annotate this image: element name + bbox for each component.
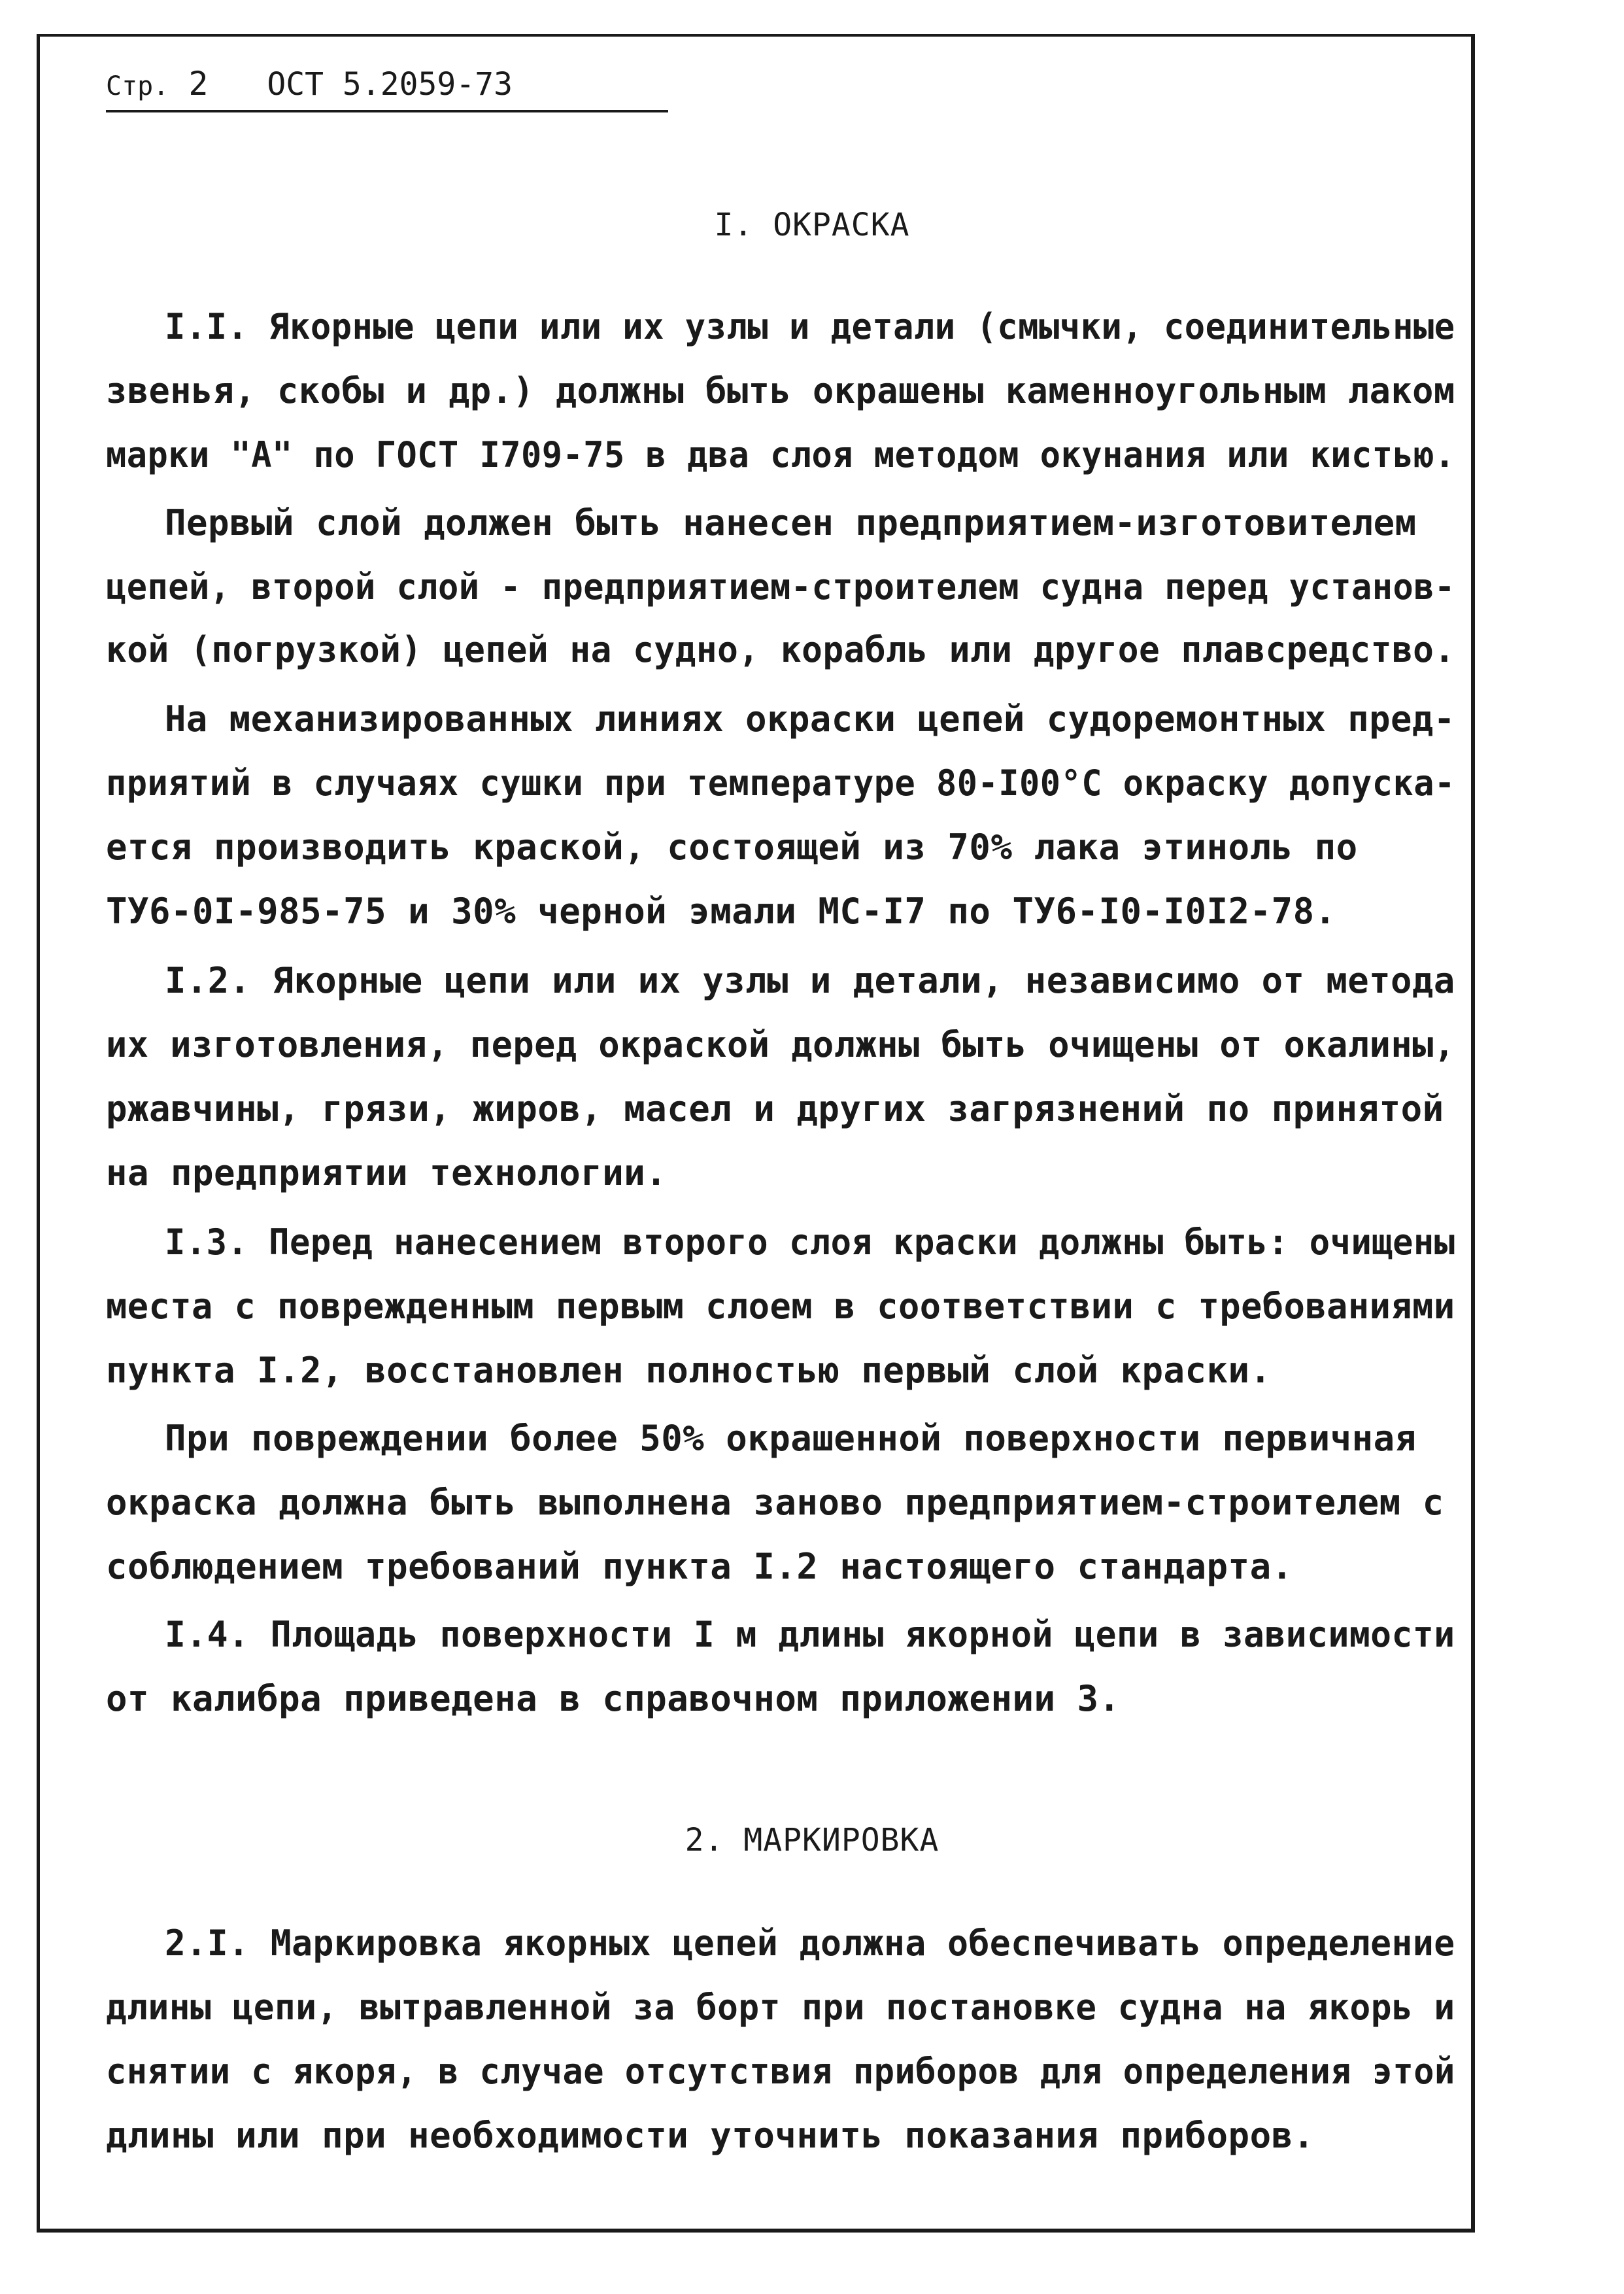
text-line: соблюдением требований пункта I.2 настоящего стандарта. (106, 1546, 1293, 1587)
text-line: ется производить краской, состоящей из 70% лака этиноль по (106, 827, 1358, 868)
text-line: При повреждении более 50% окрашенной поверхности первичная (165, 1418, 1417, 1459)
text-line: I.3. Перед нанесением второго слоя краски должны быть: очищены (165, 1222, 1455, 1263)
text-line: их изготовления, перед окраской должны быть очищены от окалины, (106, 1024, 1455, 1065)
page-label: Стр. (106, 71, 169, 101)
text-line: пункта I.2, восстановлен полностью первый слой краски. (106, 1350, 1272, 1391)
text-line: звенья, скобы и др.) должны быть окрашены каменноугольным лаком (106, 370, 1455, 411)
text-line: На механизированных линиях окраски цепей судоремонтных пред- (165, 698, 1455, 740)
text-line: от калибра приведена в справочном приложении 3. (106, 1678, 1121, 1719)
text-line: снятии с якоря, в случае отсутствия приборов для определения этой (106, 2051, 1455, 2092)
text-line: длины цепи, вытравленной за борт при постановке судна на якорь и (106, 1987, 1455, 2028)
standard-code: ОСТ 5.2059-73 (267, 66, 513, 103)
text-line: приятий в случаях сушки при температуре 80-I00°С окраску допуска- (106, 762, 1455, 804)
text-line: окраска должна быть выполнена заново предприятием-строителем с (106, 1482, 1444, 1523)
text-line: Первый слой должен быть нанесен предприятием-изготовителем (165, 502, 1417, 543)
text-line: ржавчины, грязи, жиров, масел и других загрязнений по принятой (106, 1088, 1444, 1129)
text-line: места с поврежденным первым слоем в соответствии с требованиями (106, 1286, 1455, 1327)
text-line: ТУ6-0I-985-75 и 30% черной эмали МС-I7 по ТУ6-I0-I0I2-78. (106, 891, 1336, 932)
text-line: марки "А" по ГОСТ I709-75 в два слоя методом окунания или кистью. (106, 434, 1455, 475)
page-header (106, 63, 668, 112)
page-border (37, 34, 1475, 2233)
text-line: длины или при необходимости уточнить показания приборов. (106, 2115, 1315, 2156)
page-number: 2 (188, 65, 209, 103)
text-line: цепей, второй слой - предприятием-строителем судна перед установ- (106, 566, 1455, 608)
text-line: I.4. Площадь поверхности I м длины якорной цепи в зависимости (165, 1614, 1455, 1655)
text-line: 2.I. Маркировка якорных цепей должна обеспечивать определение (165, 1923, 1455, 1964)
text-line: I.2. Якорные цепи или их узлы и детали, независимо от метода (165, 960, 1455, 1001)
text-line: на предприятии технологии. (106, 1152, 668, 1193)
section-1-title: I. ОКРАСКА (714, 207, 910, 243)
text-line: I.I. Якорные цепи или их узлы и детали (смычки, соединительные (165, 306, 1455, 347)
section-2-title: 2. МАРКИРОВКА (685, 1822, 939, 1858)
text-line: кой (погрузкой) цепей на судно, корабль или другое плавсредство. (106, 629, 1455, 670)
